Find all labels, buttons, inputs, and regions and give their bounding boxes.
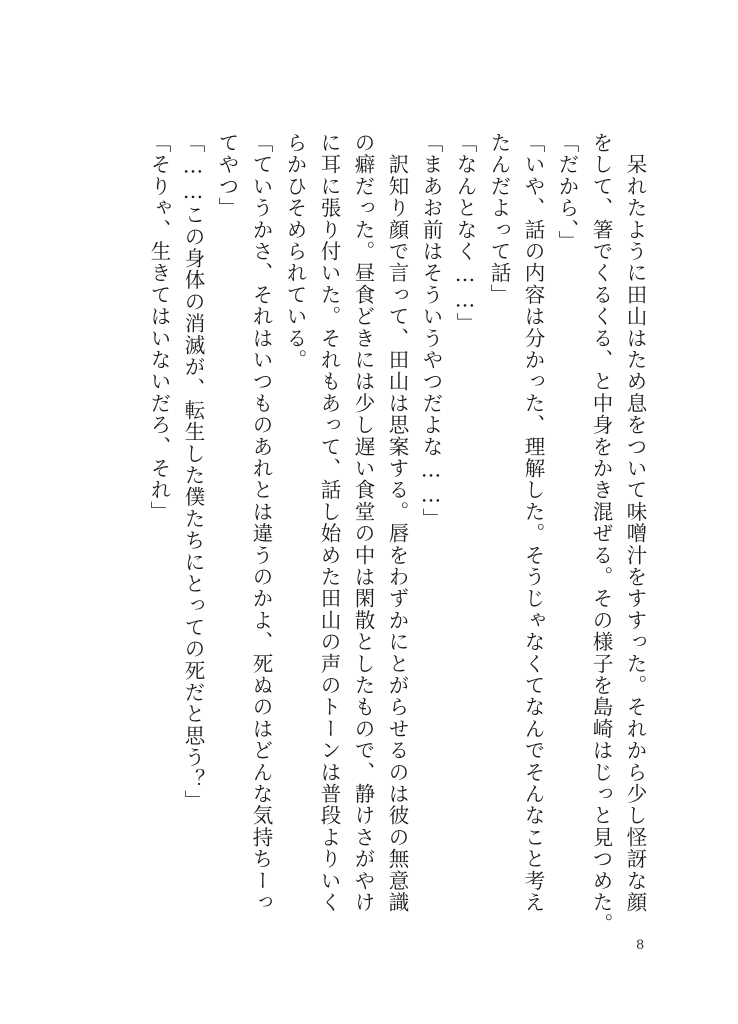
body-text — [142, 132, 652, 935]
text-line: 呆れたように田山はため息をついて味噌汁をすすった。それから少し怪訝な顔 — [623, 132, 647, 914]
page-number: 8 — [636, 938, 645, 953]
text-line: 訳知り顔で言って、田山は思案する。唇をわずかにとがらせるのは彼の無意識 — [385, 132, 409, 914]
text-line: てやつ」 — [215, 132, 239, 219]
text-line: に耳に張り付いた。それもあって、話し始めた田山の声のトーンは普段よりいく — [317, 132, 341, 914]
text-line: 「……この身体の消滅が、転生した僕たちにとっての死だと思う？」 — [181, 132, 205, 812]
text-line: 「いや、話の内容は分かった、理解した。そうじゃなくてなんでそんなこと考え — [521, 132, 545, 914]
text-line: 「まあお前はそういうやつだよな……」 — [419, 132, 443, 530]
text-line: たんだよって話」 — [487, 132, 511, 306]
text-line: 「ていうかさ、それはいつものあれとは違うのかよ、死ぬのはどんな気持ちーっ — [249, 132, 273, 914]
text-line: 「そりゃ、生きてはいないだろ、それ」 — [147, 132, 171, 523]
text-line: をして、箸でくるくる、と中身をかき混ぜる。その様子を島崎はじっと見つめた。 — [589, 132, 613, 935]
text-line: 「なんとなく……」 — [453, 132, 477, 335]
text-line: 「だから、」 — [555, 132, 579, 252]
text-line: らかひそめられている。 — [283, 132, 307, 371]
text-line: の癖だった。昼食どきには少し遅い食堂の中は閑散としたもので、静けさがやけ — [351, 132, 375, 914]
